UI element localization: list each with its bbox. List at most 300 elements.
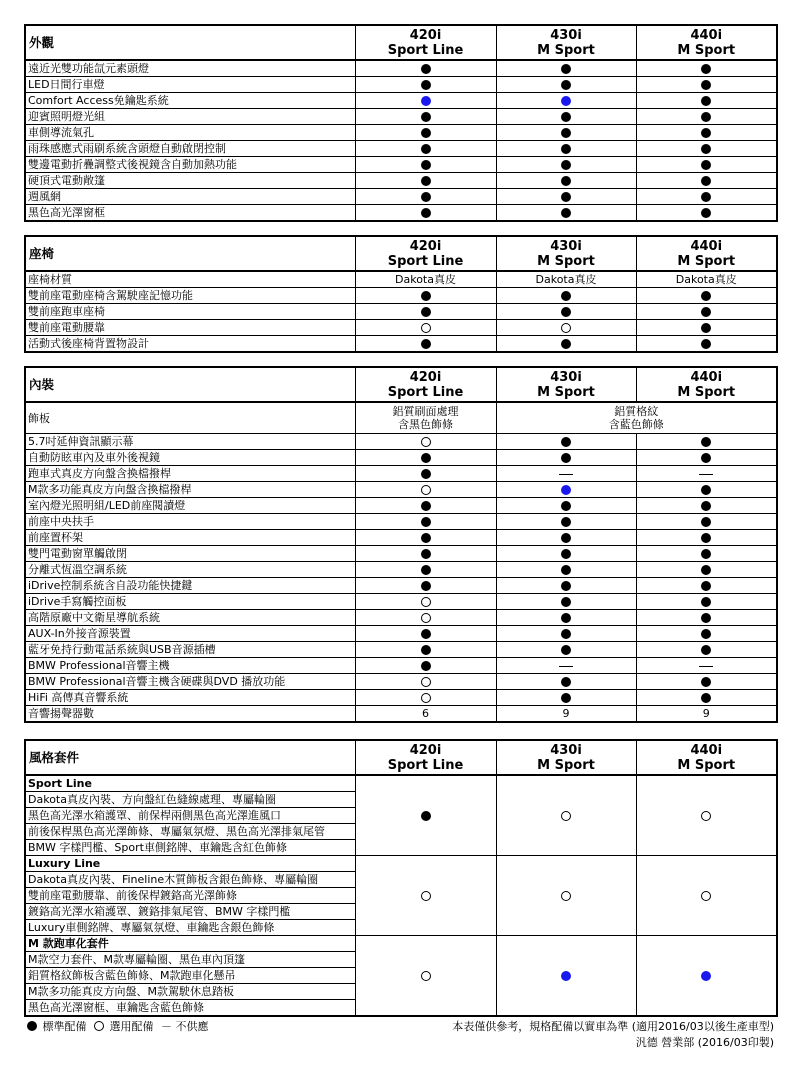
standard-dot-icon — [561, 192, 571, 202]
standard-dot-icon — [421, 629, 431, 639]
value-cell — [355, 775, 496, 856]
package-detail: Dakota真皮內裝、方向盤紅色縫線處理、專屬輪圈 — [25, 792, 355, 808]
value-cell — [355, 336, 496, 353]
feature-row — [25, 450, 777, 466]
optional-circle-icon — [421, 437, 431, 447]
standard-dot-icon — [701, 613, 711, 623]
legend-standard: 標準配備 — [42, 1020, 87, 1033]
feature-row — [25, 205, 777, 222]
package-detail: 雙前座電動腰靠、前後保桿鍍鉻高光澤飾條 — [25, 888, 355, 904]
standard-dot-icon — [701, 80, 711, 90]
value-cell: 9 — [496, 706, 636, 723]
feature-row — [25, 626, 777, 642]
section-header-row — [25, 25, 777, 60]
value-cell — [636, 674, 777, 690]
optional-circle-icon — [421, 613, 431, 623]
section-title: 座椅 — [25, 236, 355, 271]
section-title: 外觀 — [25, 25, 355, 60]
feature-label: 室內燈光照明組/LED前座閱讀燈 — [25, 498, 355, 514]
standard-dot-icon — [421, 581, 431, 591]
seats-section — [24, 235, 776, 353]
feature-label: 5.7吋延伸資訊顯示幕 — [25, 434, 355, 450]
feature-label: 高階原廠中文衛星導航系統 — [25, 610, 355, 626]
legend-not-available: － 不供應 — [161, 1020, 209, 1033]
value-cell — [355, 498, 496, 514]
standard-dot-icon — [421, 208, 431, 218]
value-cell — [636, 450, 777, 466]
model-name: 420i — [409, 369, 442, 385]
package-name: Luxury Line — [25, 856, 355, 872]
value-cell — [355, 93, 496, 109]
exterior-section — [24, 24, 776, 222]
standard-dot-icon — [421, 192, 431, 202]
feature-row — [25, 93, 777, 109]
feature-row — [25, 157, 777, 173]
value-cell — [636, 125, 777, 141]
standard-dot-icon — [561, 645, 571, 655]
standard-dot-icon — [701, 160, 711, 170]
not-available-dash-icon — [559, 666, 573, 667]
blue-dot-icon — [701, 971, 711, 981]
model-trim: M Sport — [537, 42, 595, 58]
package-detail: Dakota真皮內裝、Fineline木質飾板含銀色飾條、專屬輪圈 — [25, 872, 355, 888]
legend-optional: 選用配備 — [109, 1020, 154, 1033]
model-name: 430i — [550, 742, 582, 758]
feature-row — [25, 674, 777, 690]
standard-dot-icon — [701, 645, 711, 655]
standard-dot-icon — [701, 112, 711, 122]
value-cell — [355, 626, 496, 642]
blue-dot-icon — [561, 971, 571, 981]
feature-label: 音響揚聲器數 — [25, 706, 355, 723]
feature-row — [25, 642, 777, 658]
feature-label: 藍牙免持行動電話系統與USB音源插槽 — [25, 642, 355, 658]
standard-dot-icon — [561, 160, 571, 170]
optional-circle-icon — [421, 891, 431, 901]
standard-dot-icon — [561, 128, 571, 138]
value-cell — [636, 610, 777, 626]
standard-dot-icon — [421, 80, 431, 90]
standard-dot-icon — [421, 533, 431, 543]
model-header — [355, 25, 496, 60]
model-header — [355, 740, 496, 775]
standard-dot-icon — [421, 339, 431, 349]
standard-dot-icon — [701, 549, 711, 559]
feature-label: 跑車式真皮方向盤含換檔撥桿 — [25, 466, 355, 482]
trim-m-sport — [496, 402, 777, 434]
feature-row — [25, 610, 777, 626]
value-cell — [355, 173, 496, 189]
trim-line: 鋁質格紋 — [614, 405, 659, 418]
standard-dot-icon — [701, 453, 711, 463]
feature-label: 雙前座跑車座椅 — [25, 304, 355, 320]
value-cell — [355, 466, 496, 482]
model-header — [496, 25, 636, 60]
value-cell — [355, 109, 496, 125]
not-available-dash-icon — [699, 666, 713, 667]
value-cell — [496, 434, 636, 450]
value-cell — [355, 530, 496, 546]
package-detail: 鋁質格紋飾板含藍色飾條、M款跑車化懸吊 — [25, 968, 355, 984]
optional-circle-icon — [421, 597, 431, 607]
value-cell — [496, 109, 636, 125]
feature-label: 分離式恆溫空調系統 — [25, 562, 355, 578]
standard-dot-icon — [421, 176, 431, 186]
value-cell — [355, 288, 496, 304]
value-cell — [636, 642, 777, 658]
standard-dot-icon — [701, 128, 711, 138]
value-cell — [496, 482, 636, 498]
standard-dot-icon — [421, 144, 431, 154]
standard-dot-icon — [701, 176, 711, 186]
value-cell — [355, 304, 496, 320]
package-detail: M款多功能真皮方向盤、M款駕駛休息踏板 — [25, 984, 355, 1000]
feature-row — [25, 530, 777, 546]
model-header — [496, 740, 636, 775]
optional-circle-icon — [421, 677, 431, 687]
model-trim: M Sport — [677, 42, 736, 58]
value-cell — [636, 690, 777, 706]
feature-label: 雙前座電動腰靠 — [25, 320, 355, 336]
feature-label: 迎賓照明燈光組 — [25, 109, 355, 125]
value-cell — [496, 288, 636, 304]
feature-label: 雙邊電動折疊調整式後視鏡含自動加熱功能 — [25, 157, 355, 173]
trim-line: 含藍色飾條 — [608, 418, 664, 431]
optional-circle-icon — [421, 485, 431, 495]
model-name: 430i — [550, 369, 582, 385]
value-cell — [496, 578, 636, 594]
value-cell — [636, 466, 777, 482]
section-header-row — [25, 740, 777, 775]
feature-row — [25, 498, 777, 514]
not-available-dash-icon — [559, 474, 573, 475]
value-cell — [355, 205, 496, 222]
standard-dot-icon — [561, 597, 571, 607]
interior-section — [24, 366, 776, 723]
standard-dot-icon — [561, 581, 571, 591]
feature-label: 飾板 — [25, 402, 355, 434]
value-cell — [355, 320, 496, 336]
model-header — [496, 367, 636, 402]
standard-dot-icon — [421, 307, 431, 317]
feature-label: 遠近光雙功能氙元素頭燈 — [25, 60, 355, 77]
standard-dot-icon — [561, 549, 571, 559]
value-cell — [636, 320, 777, 336]
section-header-row — [25, 367, 777, 402]
standard-dot-icon — [701, 291, 711, 301]
package-detail: M款空力套件、M款專屬輪圈、黑色車內頂篷 — [25, 952, 355, 968]
model-trim: M Sport — [677, 757, 736, 773]
standard-dot-icon — [421, 112, 431, 122]
feature-label: 硬頂式電動敞篷 — [25, 173, 355, 189]
feature-label: 雙前座電動座椅含駕駛座記憶功能 — [25, 288, 355, 304]
feature-row — [25, 109, 777, 125]
value-cell: Dakota真皮 — [496, 271, 636, 288]
value-cell: Dakota真皮 — [636, 271, 777, 288]
value-cell: 9 — [636, 706, 777, 723]
standard-dot-icon — [561, 517, 571, 527]
standard-dot-icon — [561, 291, 571, 301]
model-name: 430i — [550, 27, 582, 43]
package-detail: 黑色高光澤水箱護罩、前保桿兩側黑色高光澤進風口 — [25, 808, 355, 824]
model-name: 440i — [690, 742, 723, 758]
value-cell — [636, 626, 777, 642]
feature-row — [25, 320, 777, 336]
value-cell — [496, 336, 636, 353]
disclaimer-note: 本表僅供參考，規格配備以實車為準 (適用2016/03以後生產車型) — [452, 1020, 774, 1033]
value-cell — [355, 60, 496, 77]
value-cell — [496, 466, 636, 482]
exterior-table — [24, 24, 778, 222]
feature-row — [25, 690, 777, 706]
standard-dot-icon — [701, 208, 711, 218]
feature-label: 週風網 — [25, 189, 355, 205]
value-cell — [496, 77, 636, 93]
standard-dot-icon — [421, 291, 431, 301]
value-cell — [636, 936, 777, 1017]
standard-dot-icon — [701, 307, 711, 317]
value-cell — [496, 530, 636, 546]
value-cell — [636, 77, 777, 93]
feature-row — [25, 706, 777, 723]
package-name-row — [25, 775, 777, 792]
standard-dot-icon — [421, 160, 431, 170]
model-name: 420i — [409, 742, 442, 758]
value-cell — [636, 658, 777, 674]
feature-row — [25, 77, 777, 93]
value-cell — [355, 594, 496, 610]
value-cell — [496, 93, 636, 109]
feature-row — [25, 173, 777, 189]
model-trim: Sport Line — [387, 384, 464, 400]
feature-row — [25, 562, 777, 578]
value-cell — [496, 173, 636, 189]
standard-dot-icon — [701, 437, 711, 447]
value-cell — [636, 530, 777, 546]
feature-label: LED日間行車燈 — [25, 77, 355, 93]
feature-label: M款多功能真皮方向盤含換檔撥桿 — [25, 482, 355, 498]
feature-row — [25, 60, 777, 77]
value-cell — [636, 60, 777, 77]
model-header — [636, 25, 777, 60]
feature-row — [25, 546, 777, 562]
value-cell — [636, 336, 777, 353]
standard-dot-icon — [27, 1021, 37, 1031]
blue-dot-icon — [561, 485, 571, 495]
model-trim: M Sport — [537, 384, 595, 400]
standard-dot-icon — [561, 144, 571, 154]
value-cell — [355, 546, 496, 562]
standard-dot-icon — [561, 629, 571, 639]
trim-420i — [355, 402, 496, 434]
standard-dot-icon — [561, 176, 571, 186]
value-cell: Dakota真皮 — [355, 271, 496, 288]
feature-label: 雙門電動窗單觸啟閉 — [25, 546, 355, 562]
standard-dot-icon — [701, 517, 711, 527]
standard-dot-icon — [421, 811, 431, 821]
standard-dot-icon — [561, 80, 571, 90]
model-trim: Sport Line — [387, 757, 464, 773]
standard-dot-icon — [701, 581, 711, 591]
value-cell — [355, 936, 496, 1017]
feature-label: 前座中央扶手 — [25, 514, 355, 530]
standard-dot-icon — [421, 645, 431, 655]
value-cell — [636, 304, 777, 320]
value-cell — [496, 626, 636, 642]
value-cell — [355, 157, 496, 173]
value-cell — [636, 562, 777, 578]
value-cell — [355, 610, 496, 626]
model-header — [496, 236, 636, 271]
value-cell — [496, 674, 636, 690]
value-cell — [636, 189, 777, 205]
standard-dot-icon — [701, 629, 711, 639]
model-name: 440i — [690, 369, 723, 385]
standard-dot-icon — [421, 469, 431, 479]
standard-dot-icon — [421, 128, 431, 138]
feature-row — [25, 271, 777, 288]
model-header — [636, 740, 777, 775]
standard-dot-icon — [561, 693, 571, 703]
model-trim: Sport Line — [387, 253, 464, 269]
optional-circle-icon — [561, 891, 571, 901]
value-cell — [496, 141, 636, 157]
value-cell — [636, 288, 777, 304]
optional-circle-icon — [421, 323, 431, 333]
value-cell — [496, 610, 636, 626]
trim-line: 含黑色飾條 — [398, 418, 453, 431]
model-name: 420i — [409, 27, 442, 43]
value-cell — [636, 546, 777, 562]
value-cell — [355, 642, 496, 658]
model-trim: Sport Line — [387, 42, 464, 58]
standard-dot-icon — [421, 565, 431, 575]
package-detail: 黑色高光澤窗框、車鑰匙含藍色飾條 — [25, 1000, 355, 1017]
feature-row — [25, 125, 777, 141]
standard-dot-icon — [561, 533, 571, 543]
value-cell — [355, 514, 496, 530]
value-cell — [355, 690, 496, 706]
standard-dot-icon — [561, 112, 571, 122]
value-cell — [496, 690, 636, 706]
feature-row — [25, 304, 777, 320]
value-cell — [496, 205, 636, 222]
value-cell — [355, 482, 496, 498]
feature-label: 雨珠感應式雨刷系統含頭燈自動啟閉控制 — [25, 141, 355, 157]
standard-dot-icon — [701, 693, 711, 703]
feature-label: 活動式後座椅背置物設計 — [25, 336, 355, 353]
value-cell — [636, 141, 777, 157]
model-header — [636, 236, 777, 271]
standard-dot-icon — [561, 501, 571, 511]
value-cell — [636, 498, 777, 514]
value-cell — [636, 157, 777, 173]
package-name: Sport Line — [25, 775, 355, 792]
optional-circle-icon — [561, 323, 571, 333]
standard-dot-icon — [421, 64, 431, 74]
feature-label: 黑色高光澤窗框 — [25, 205, 355, 222]
feature-row — [25, 189, 777, 205]
standard-dot-icon — [561, 339, 571, 349]
value-cell — [496, 60, 636, 77]
packages-section — [24, 739, 776, 1017]
standard-dot-icon — [561, 307, 571, 317]
standard-dot-icon — [701, 64, 711, 74]
model-name: 440i — [690, 27, 723, 43]
value-cell — [636, 594, 777, 610]
value-cell — [355, 562, 496, 578]
standard-dot-icon — [701, 96, 711, 106]
feature-row — [25, 482, 777, 498]
standard-dot-icon — [701, 144, 711, 154]
package-name-row — [25, 856, 777, 872]
feature-row — [25, 658, 777, 674]
value-cell — [636, 205, 777, 222]
value-cell — [355, 77, 496, 93]
standard-dot-icon — [561, 677, 571, 687]
standard-dot-icon — [561, 437, 571, 447]
value-cell — [496, 498, 636, 514]
feature-row — [25, 288, 777, 304]
model-name: 420i — [409, 238, 442, 254]
model-trim: M Sport — [537, 757, 595, 773]
value-cell — [496, 936, 636, 1017]
value-cell — [355, 856, 496, 936]
model-header — [355, 367, 496, 402]
value-cell — [636, 434, 777, 450]
standard-dot-icon — [701, 485, 711, 495]
blue-dot-icon — [421, 96, 431, 106]
value-cell — [636, 173, 777, 189]
value-cell — [636, 578, 777, 594]
standard-dot-icon — [701, 192, 711, 202]
value-cell — [355, 578, 496, 594]
standard-dot-icon — [561, 64, 571, 74]
optional-circle-icon — [421, 971, 431, 981]
model-name: 430i — [550, 238, 582, 254]
value-cell — [355, 141, 496, 157]
value-cell — [496, 189, 636, 205]
interior-table — [24, 366, 778, 723]
trim-line: 鋁質刷面處理 — [392, 405, 459, 418]
standard-dot-icon — [561, 208, 571, 218]
standard-dot-icon — [701, 565, 711, 575]
feature-row — [25, 514, 777, 530]
section-header-row — [25, 236, 777, 271]
standard-dot-icon — [701, 533, 711, 543]
seats-table — [24, 235, 778, 353]
feature-row — [25, 594, 777, 610]
standard-dot-icon — [421, 549, 431, 559]
value-cell — [636, 482, 777, 498]
feature-label: 自動防眩車內及車外後視鏡 — [25, 450, 355, 466]
dealer-note: 汎德 營業部 (2016/03印製) — [635, 1036, 774, 1049]
blue-dot-icon — [561, 96, 571, 106]
optional-circle-icon — [421, 693, 431, 703]
value-cell — [355, 674, 496, 690]
value-cell: 6 — [355, 706, 496, 723]
standard-dot-icon — [421, 517, 431, 527]
model-header — [636, 367, 777, 402]
feature-label: Comfort Access免鑰匙系統 — [25, 93, 355, 109]
feature-label: BMW Professional音響主機含硬碟與DVD 播放功能 — [25, 674, 355, 690]
value-cell — [496, 856, 636, 936]
standard-dot-icon — [561, 453, 571, 463]
feature-row — [25, 578, 777, 594]
value-cell — [355, 658, 496, 674]
feature-row — [25, 141, 777, 157]
value-cell — [496, 157, 636, 173]
